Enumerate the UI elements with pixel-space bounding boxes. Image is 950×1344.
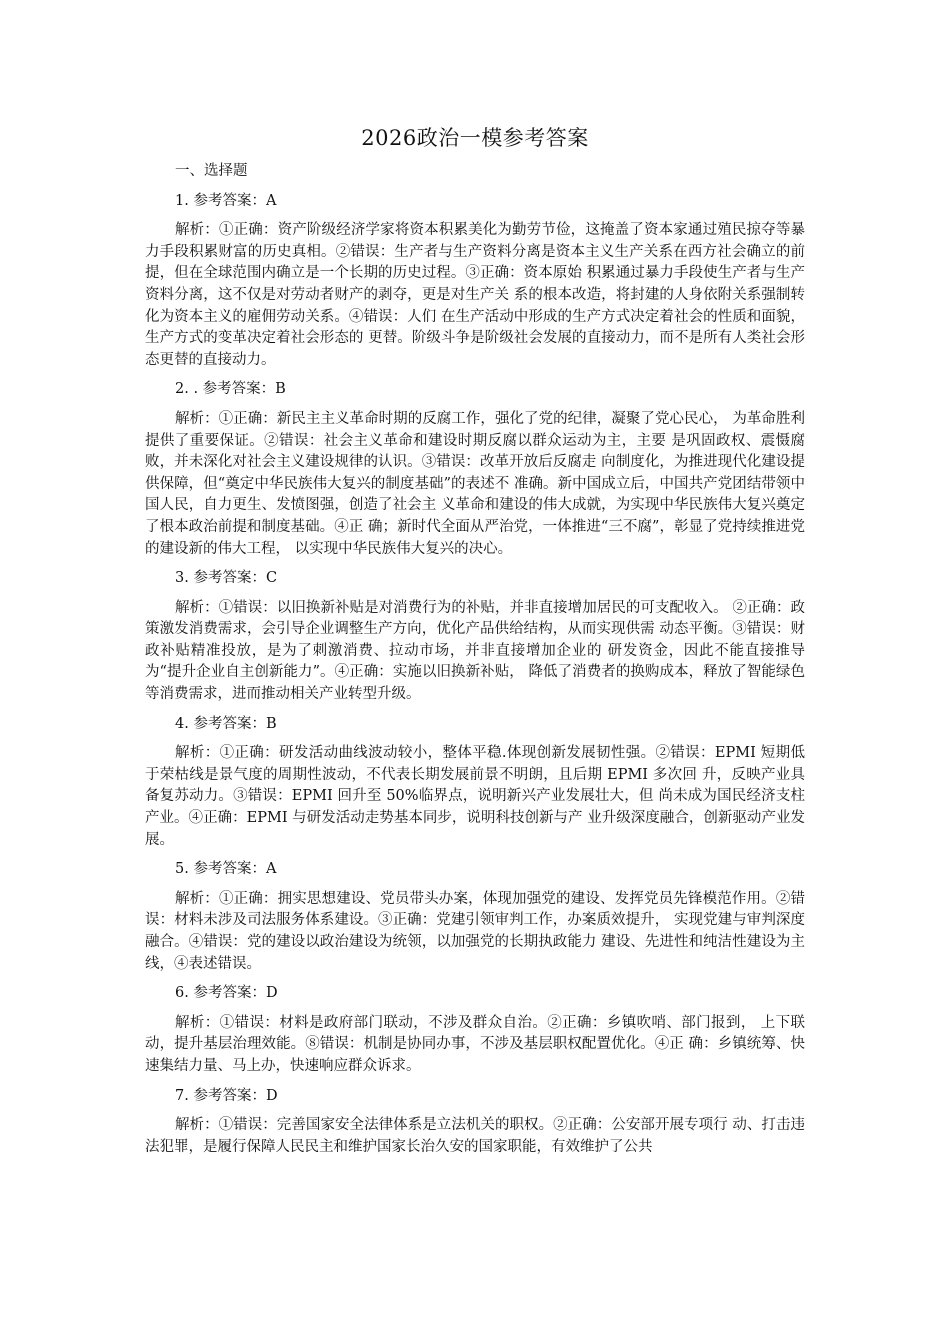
question-7-analysis: 解析：①错误：完善国家安全法律体系是立法机关的职权。②正确：公安部开展专项行 动、打击违法犯罪，是履行保障人民民主和维护国家长治久安的国家职能，有效维护了公共 — [145, 1117, 805, 1155]
question-3-analysis: 解析：①错误：以旧换新补贴是对消费行为的补贴，并非直接增加居民的可支配收入。 ②正确：政策激发消费需求，会引导企业调整生产方向，优化产品供给结构，从而实现供需 动态平衡。③错误：财政补贴精准投放，是为了刺激消费、拉动市场，并非直接增加企业的 研发资金，因此不能直接推导为“提升企业自主创新能力”。④正确：实施以旧换新补贴， 降低了消费者的换购成本，释放了智能绿色等消费需求，进而推动相关产业转型升级。 — [145, 599, 805, 703]
question-4-analysis: 解析：①正确：研发活动曲线波动较小，整体平稳.体现创新发展韧性强。②错误：EPMI 短期低于荣枯线是景气度的周期性波动，不代表长期发展前景不明朗，且后期 EPMI 多次回 升，反映产业具备复苏动力。③错误：EPMI 回升至 50%临界点，说明新兴产业发展壮大，但 尚未成为国民经济支柱产业。④正确：EPMI 与研发活动走势基本同步，说明科技创新与产 业升级深度融合，创新驱动产业发展。 — [145, 745, 805, 848]
question-4-answer: 4. 参考答案：B — [175, 715, 277, 732]
question-6-answer: 6. 参考答案：D — [175, 985, 278, 1002]
question-3-answer: 3. 参考答案：C — [175, 570, 278, 587]
question-6-analysis: 解析：①错误：材料是政府部门联动，不涉及群众自治。②正确：乡镇吹哨、部门报到， 上下联动，提升基层治理效能。⑧错误：机制是协同办事，不涉及基层职权配置优化。④正 确：乡镇统筹、快速集结力量、马上办，快速响应群众诉求。 — [145, 1014, 805, 1074]
document-body — [145, 161, 805, 1166]
question-5-answer: 5. 参考答案：A — [175, 861, 277, 878]
question-2-analysis: 解析：①正确：新民主主义革命时期的反腐工作，强化了党的纪律，凝聚了党心民心， 为革命胜利提供了重要保证。②错误：社会主义革命和建设时期反腐以群众运动为主，主要 是巩固政权、震慑腐败，并未深化对社会主义建设规律的认识。③错误：改革开放后反腐走 向制度化，为推进现代化建设提供保障，但“奠定中华民族伟大复兴的制度基础”的表述不 准确。新中国成立后，中国共产党团结带领中国人民，自力更生、发愤图强，创造了社会主 义革命和建设的伟大成就，为实现中华民族伟大复兴奠定了根本政治前提和制度基础。④正 确；新时代全面从严治党，一体推进“三不腐”，彰显了党持续推进党的建设新的伟大工程， 以实现中华民族伟大复兴的决心。 — [145, 410, 805, 557]
question-1-answer: 1. 参考答案：A — [175, 192, 277, 209]
question-1-analysis: 解析：①正确：资产阶级经济学家将资本积累美化为勤劳节俭，这掩盖了资本家通过殖民掠夺等暴力手段积累财富的历史真相。②错误：生产者与生产资料分离是资本主义生产关系在西方社会确立的前提，但在全球范围内确立是一个长期的历史过程。③正确：资本原始 积累通过暴力手段使生产者与生产资料分离，这不仅是对劳动者财产的剥夺，更是对生产关 系的根本改造，将封建的人身依附关系强制转化为资本主义的雇佣劳动关系。④错误：人们 在生产活动中形成的生产方式决定着社会的性质和面貌，生产方式的变革决定着社会形态的 更替。阶级斗争是阶级社会发展的直接动力，而不是所有人类社会形态更替的直接动力。 — [145, 222, 805, 368]
question-7-answer: 7. 参考答案：D — [175, 1087, 278, 1104]
question-2-answer: 2. . 参考答案：B — [175, 381, 286, 398]
document-title: 2026政治一模参考答案 — [361, 126, 589, 150]
section-heading: 一、选择题 — [175, 163, 248, 179]
question-5-analysis: 解析：①正确：拥实思想建设、党员带头办案，体现加强党的建设、发挥党员先锋模范作用。②错误：材料未涉及司法服务体系建设。③正确：党建引领审判工作，办案质效提升， 实现党建与审判深度融合。④错误：党的建设以政治建设为统领，以加强党的长期执政能力 建设、先进性和纯洁性建设为主线，④表述错误。 — [145, 890, 805, 972]
